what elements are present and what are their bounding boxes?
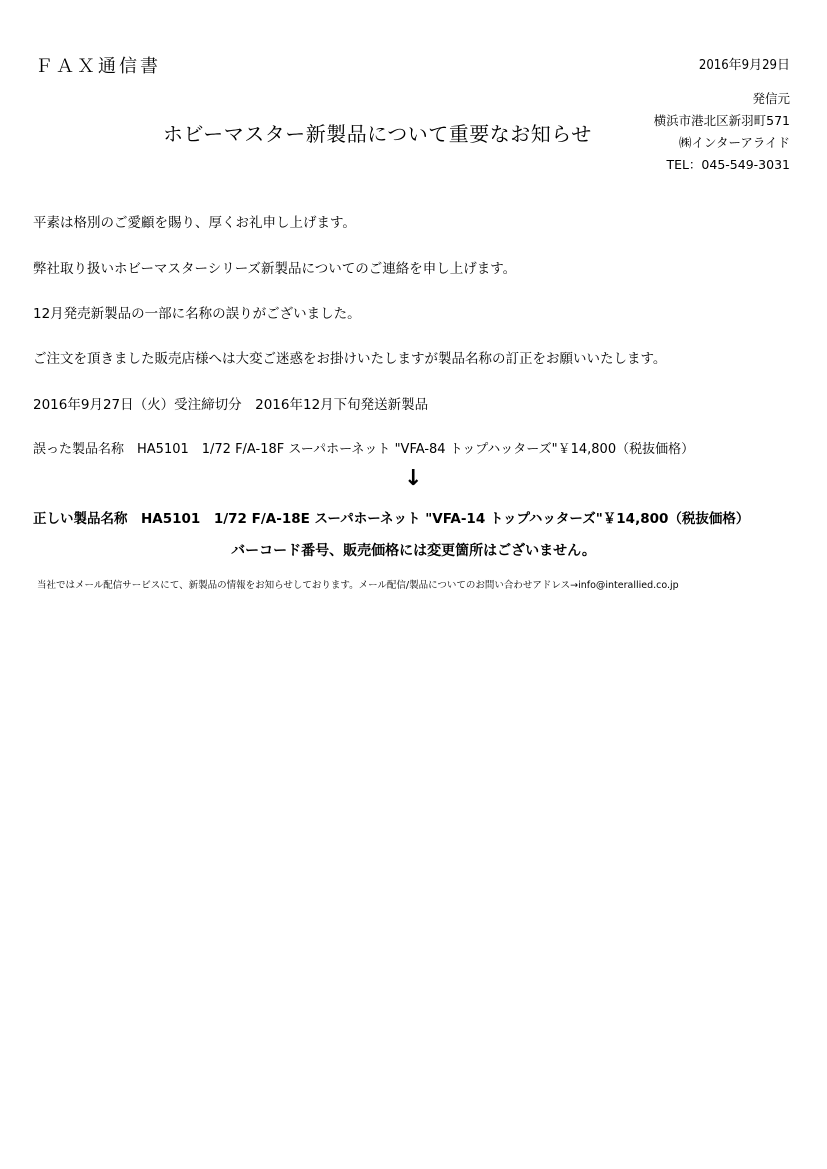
fax-title: ＦＡＸ通信書 (35, 56, 161, 77)
sender-company: ㈱インターアライド (678, 135, 790, 150)
request-paragraph: ご注文を頂きました販売店様へは大変ご迷惑をお掛けいたしますが製品名称の訂正をお願いいたします。 (33, 351, 667, 367)
greeting-paragraph: 平素は格別のご愛顧を賜り、厚くお礼申し上げます。 (33, 215, 356, 231)
sender-tel: TEL：045-549-3031 (666, 157, 790, 172)
no-change-note: バーコード番号、販売価格には変更箇所はございません。 (231, 543, 596, 559)
sender-block (654, 88, 790, 176)
sender-label: 発信元 (752, 91, 790, 106)
wrong-product-name: 誤った製品名称 HA5101 1/72 F/A-18F スーパホーネット "VFA-84 トップハッターズ"￥14,800（税抜価格） (33, 442, 695, 457)
notice-paragraph: 12月発売新製品の一部に名称の誤りがございました。 (33, 306, 361, 322)
headline: ホビーマスター新製品について重要なお知らせ (163, 122, 592, 146)
footer-note: 当社ではメール配信サービスにて、新製品の情報をお知らせしております。メール配信/製品についてのお問い合わせアドレス→info@interallied.co.jp (37, 580, 679, 591)
correct-product-name: 正しい製品名称 HA5101 1/72 F/A-18E スーパホーネット "VFA-14 トップハッターズ"￥14,800（税抜価格） (33, 511, 750, 527)
down-arrow-icon: ↓ (404, 466, 423, 491)
intro-paragraph: 弊社取り扱いホビーマスターシリーズ新製品についてのご連絡を申し上げます。 (33, 261, 517, 277)
sender-address: 横浜市港北区新羽町571 (653, 113, 790, 128)
document-date: 2016年9月29日 (698, 58, 790, 73)
schedule-paragraph: 2016年9月27日（火）受注締切分 2016年12月下旬発送新製品 (33, 397, 429, 413)
